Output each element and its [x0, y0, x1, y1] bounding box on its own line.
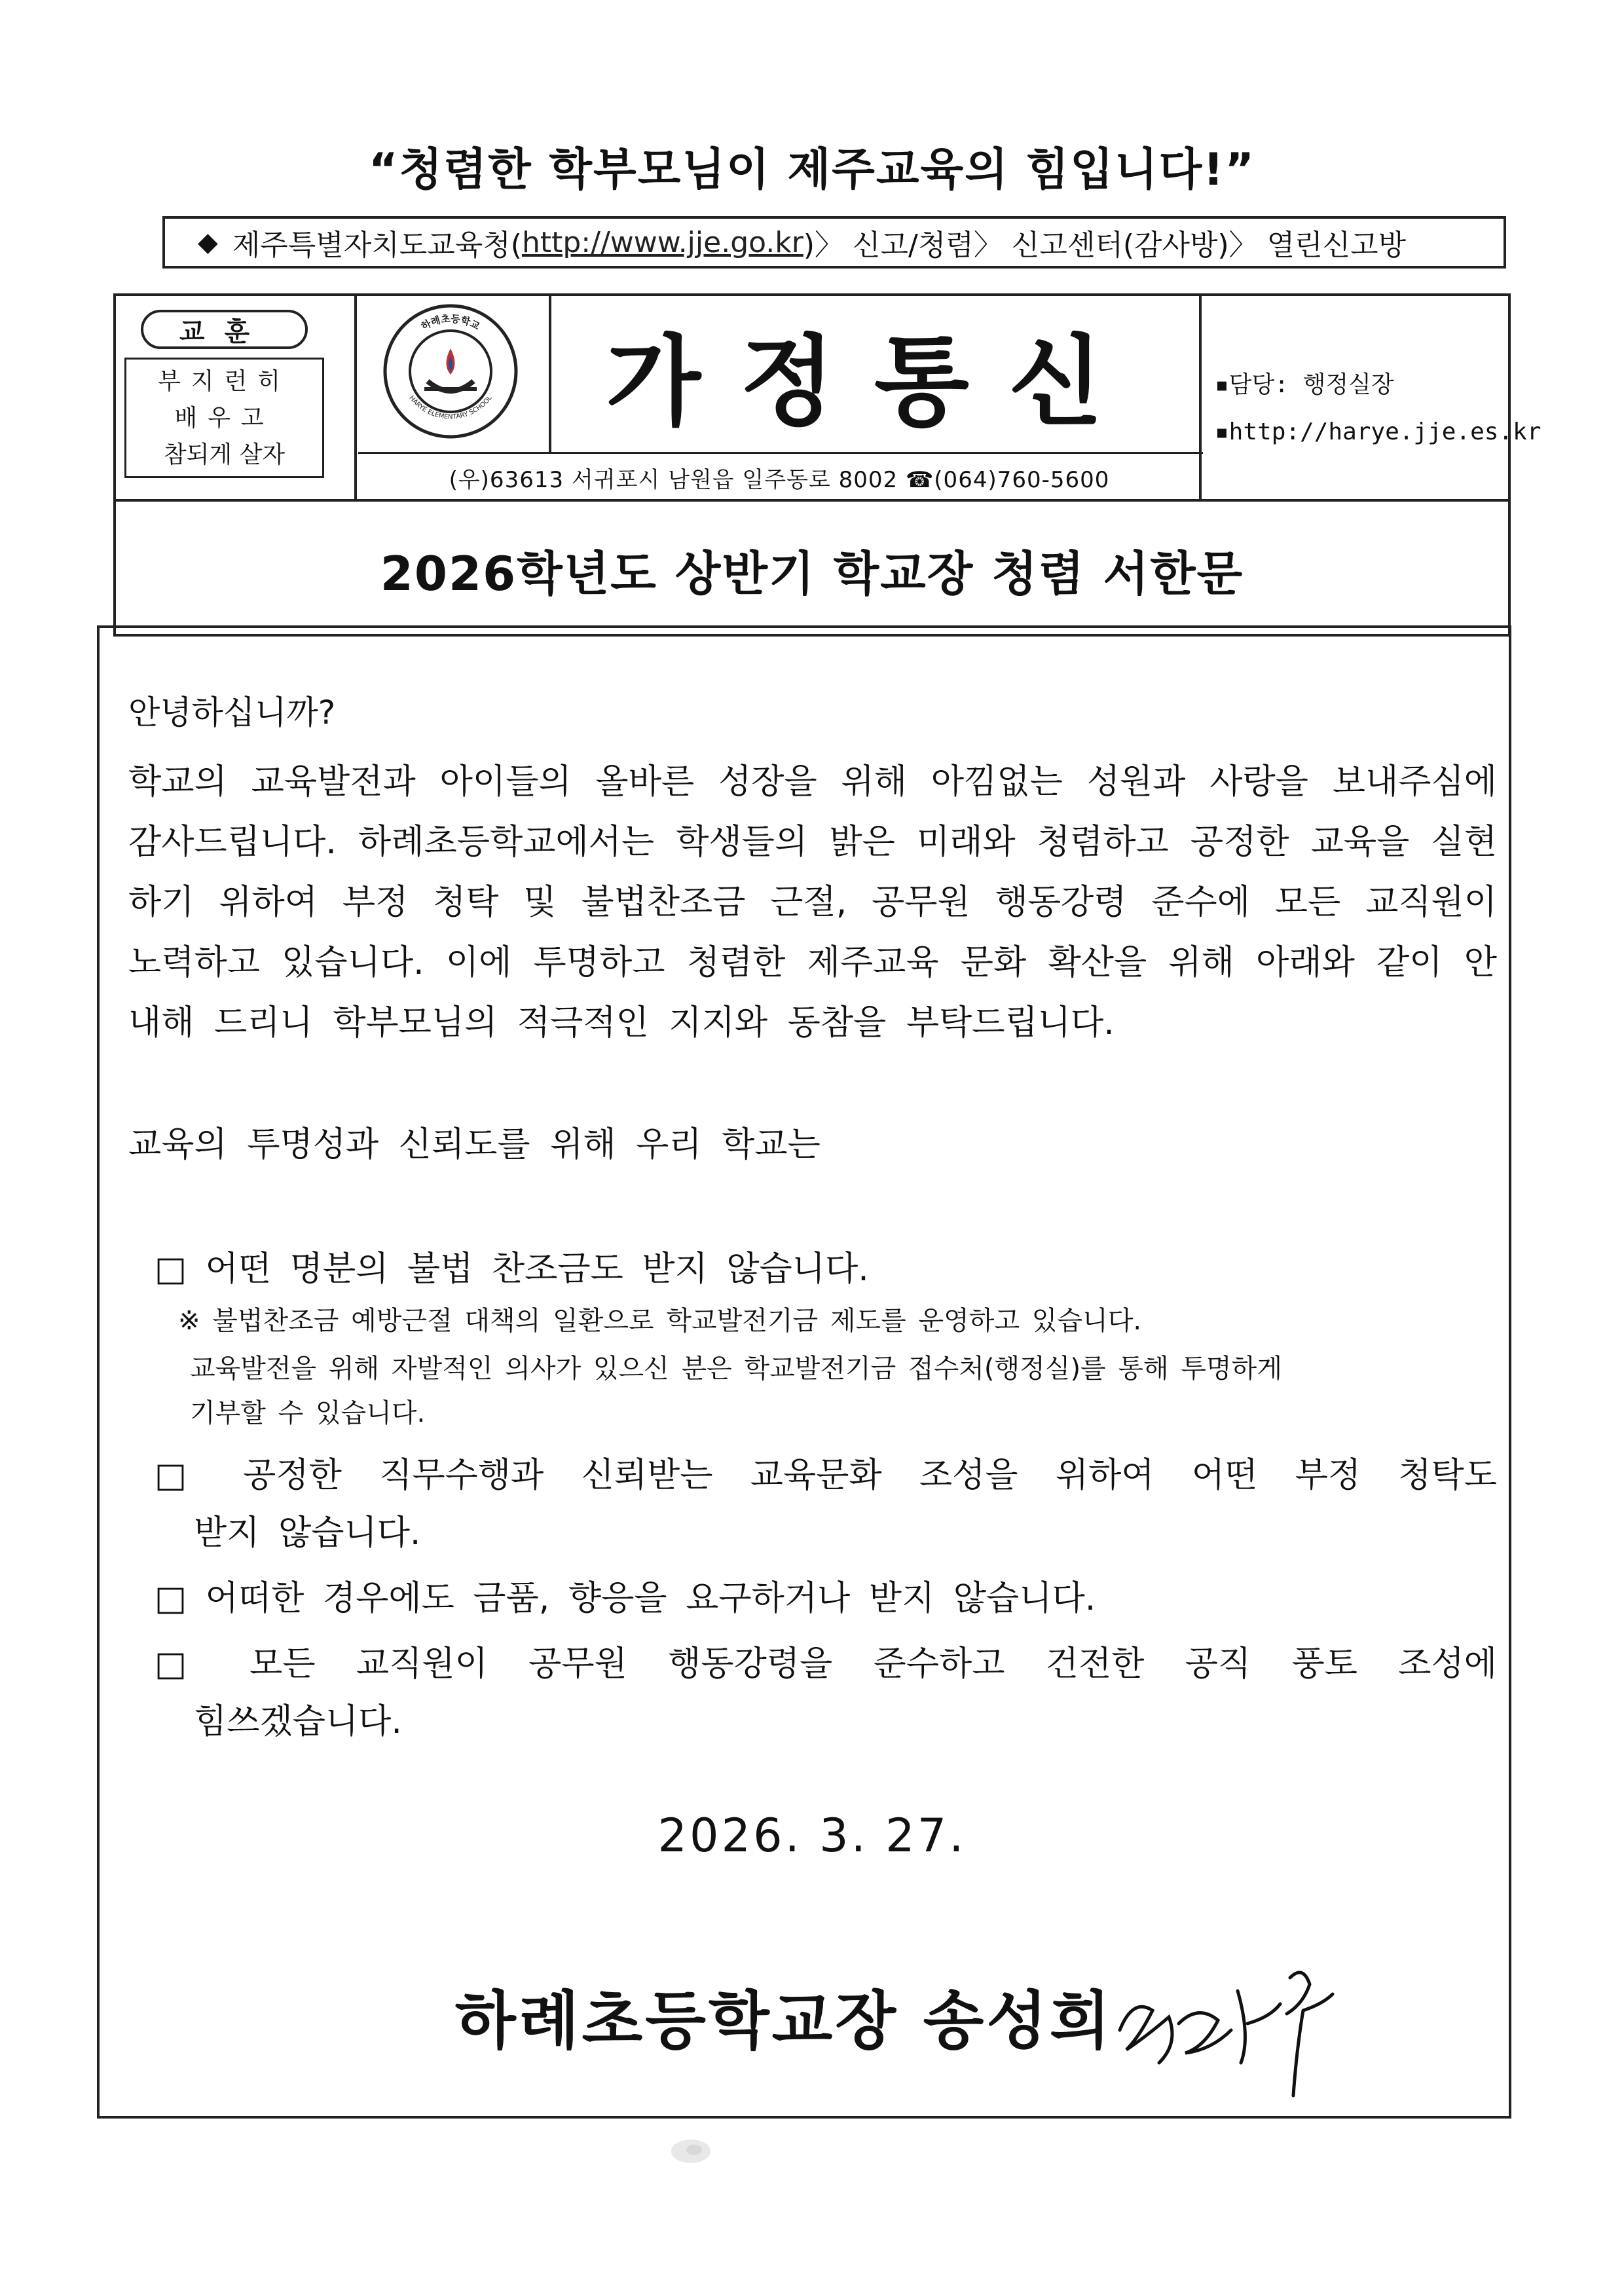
slogan: “청렴한 학부모님이 제주교육의 힘입니다!” [368, 144, 1256, 196]
commitment-item-3: □ 어떠한 경우에도 금품, 향응을 요구하거나 받지 않습니다. [155, 1579, 1096, 1618]
report-path-prefix: 제주특별자치도교육청( [232, 229, 522, 262]
greeting: 안녕하십니까? [128, 694, 336, 731]
motto-line-2: 배우고 [174, 405, 274, 432]
scan-smudge [655, 2125, 727, 2177]
document-title: 2026학년도 상반기 학교장 청렴 서한문 [380, 546, 1244, 601]
report-path-link[interactable]: http://www.jje.go.kr [521, 225, 803, 259]
letter-paragraph: 학교의 교육발전과 아이들의 올바른 성장을 위해 아낌없는 성원과 사랑을 보내주심에 감사드립니다. 하례초등학교에서는 학생들의 밝은 미래와 청렴하고 공정한 교육을 실현하기 위하여 부정 청탁 및 불법찬조금 근절, 공무원 행동강령 준수에 모든 교직원이 노력하고 있습니다. 이에 투명하고 청렴한 제주교육 문화 확산을 위해 아래와 같이 안내해 드리니 학부모님의 적극적인 지지와 동참을 부탁드립니다. [128, 762, 1497, 1043]
commitment-note-2: 교육발전을 위해 자발적인 의사가 있으신 분은 학교발전기금 접수처(행정실)를 통해 투명하게 [190, 1354, 1282, 1384]
report-path-suffix: )〉 신고/청렴〉 신고센터(감사방)〉 열린신고방 [803, 229, 1407, 262]
motto-line-1: 부지런히 [157, 368, 291, 395]
report-path-box [162, 216, 1506, 268]
commitment-item-4: □ 모든 교직원이 공무원 행동강령을 준수하고 건전한 공직 풍토 조성에 [155, 1644, 1497, 1684]
school-address: (우)63613 서귀포시 남원읍 일주동로 8002 ☎(064)760-5600 [449, 467, 1110, 493]
contact-info [1215, 361, 1541, 456]
motto-text [124, 358, 324, 478]
contact-person: ▪담당: 행정실장 [1215, 371, 1394, 398]
title-divider-line [358, 452, 1203, 454]
commitment-item-2: □ 공정한 직무수행과 신뢰받는 교육문화 조성을 위하여 어떤 부정 청탁도 [155, 1456, 1497, 1495]
letter-date: 2026. 3. 27. [657, 1809, 967, 1862]
header-divider-logo [549, 293, 551, 454]
handwritten-signature [1107, 1938, 1342, 2102]
commitment-item-2-continued: 받지 않습니다. [194, 1513, 421, 1553]
commitment-intro: 교육의 투명성과 신뢰도를 위해 우리 학교는 [128, 1125, 821, 1164]
diamond-bullet-icon: ◆ [198, 227, 218, 257]
motto-label: 교훈 [141, 310, 308, 349]
commitment-note-1: ※ 불법찬조금 예방근절 대책의 일환으로 학교발전기금 제도를 운영하고 있습니다. [178, 1306, 1142, 1336]
signer-name: 하례초등학교장 송성희 [455, 1984, 1113, 2058]
logo-name-ko: 하례초등학교 [419, 312, 482, 333]
motto-line-3: 참되게 살자 [163, 441, 286, 468]
commitment-item-1: □ 어떤 명분의 불법 찬조금도 받지 않습니다. [155, 1250, 869, 1289]
commitment-item-4-continued: 힘쓰겠습니다. [194, 1702, 402, 1741]
contact-url[interactable]: ▪http://harye.jje.es.kr [1215, 418, 1541, 445]
logo-name-en: HARYE ELEMENTARY SCHOOL [407, 394, 494, 421]
commitment-note-3: 기부할 수 있습니다. [190, 1398, 426, 1428]
newsletter-title: 가정통신 [606, 324, 1143, 439]
school-logo-icon [382, 303, 519, 440]
